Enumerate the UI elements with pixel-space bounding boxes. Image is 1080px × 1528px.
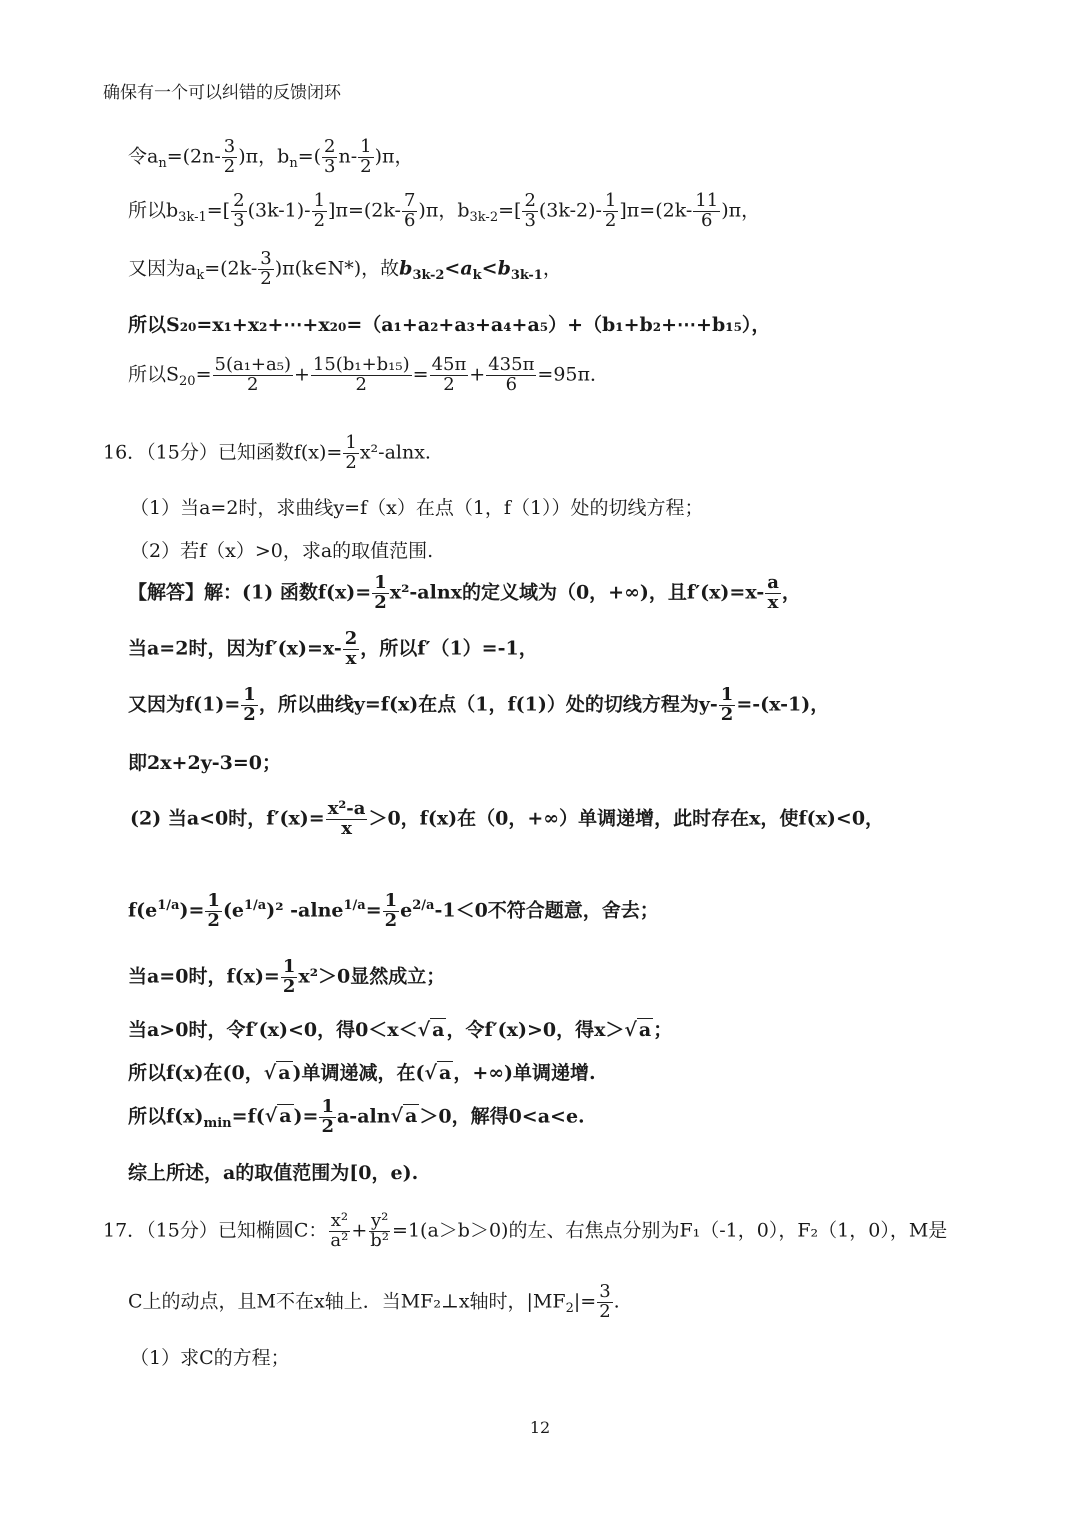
- solution-line-an-bn: 令$a_n=(2n-$ $\frac{3}{2}$ )π，$b_n=$( $\frac{2}{3}$ n- $\frac{1}{2}$ )π，: [128, 136, 414, 177]
- solution-16-line-2: 当a=2时，因为f′(x)=x- $\frac{2}{x}$ ，所以f′（1）=-1，: [128, 628, 538, 669]
- solution-16-conclusion: 综上所述，a的取值范围为[0，e).: [128, 1162, 419, 1184]
- question-16-part-2: （2）若f（x）>0，求a的取值范围.: [130, 540, 434, 562]
- solution-line-s20-value: 所以$S_{20}=$ $\frac{\text{5(a₁+a₅)}}{2}$ + $\frac{\text{15(b₁+b₁₅)}}{2}$ = $\frac{45\pi}{2}$ + $\frac{435\pi}{6}$ =95π．: [128, 354, 609, 395]
- page-number: 12: [529, 1418, 551, 1437]
- solution-line-s20-sum: 所以S₂₀=x₁+x₂+⋯+x₂₀=（a₁+a₂+a₃+a₄+a₅）+（b₁+b₂+⋯+b₁₅），: [128, 314, 771, 336]
- question-17-part-1: （1）求C的方程；: [130, 1347, 290, 1369]
- question-17-condition: C上的动点，且M不在x轴上．当MF₂⊥x轴时，$|MF_2|=$ $\frac{3}{2}$ .: [128, 1281, 620, 1322]
- solution-16-line-7: 当a=0时，f(x)= $\frac{1}{2}$ x²＞0显然成立；: [128, 956, 446, 997]
- solution-16-line-8: 当a>0时，令f′(x)<0，得0＜x＜√ a ，令f′(x)>0，得x＞√ a ；: [128, 1019, 673, 1041]
- solution-16-line-4: 即2x+2y-3=0；: [128, 752, 281, 774]
- page-header: 确保有一个可以纠错的反馈闭环: [103, 83, 341, 103]
- solution-16-line-3: 又因为f(1)= $\frac{1}{2}$ ，所以曲线y=f(x)在点（1，f(1)）处的切线方程为y- $\frac{1}{2}$ =-(x-1)，: [128, 684, 830, 725]
- solution-line-ak: 又因为$a_k=(2k-$ $\frac{3}{2}$ )π(k∈N*)，故$b_{3k-2}<a_k<b_{3k-1}$，: [128, 248, 562, 289]
- solution-16-line-1: 【解答】解：(1) 函数f(x)= $\frac{1}{2}$ x²-alnx的定义域为（0，+∞)，且f′(x)=x- $\frac{a}{x}$ ，: [128, 572, 801, 613]
- question-16: 16．（15分）已知函数f(x)= $\frac{1}{2}$ x²-alnx.: [103, 432, 431, 473]
- question-17: 17．（15分）已知椭圆C： $\frac{\text{x²}}{\text{a²}}$ + $\frac{\text{y²}}{\text{b²}}$ =1(a＞b＞0)的左、右焦点分别为F₁（-1，0），F₂（1，0），M是: [103, 1210, 948, 1251]
- solution-16-line-6: $f(e^{1/a})=$ $\frac{1}{2}$ $(e^{1/a})^2$ -alne$^{1/a}$= $\frac{1}{2}$ $e^{2/a}-1<0$不符合题意，舍去；: [128, 890, 659, 931]
- solution-16-line-10: 所以$f(x)_{min}=f(√$ a )= $\frac{1}{2}$ a-aln√ a ＞0，解得0<a<e.: [128, 1096, 585, 1137]
- solution-16-line-5: (2) 当a<0时，f′(x)= $\frac{\text{x²-a}}{x}$ ＞0，f(x)在（0，+∞）单调递增，此时存在x，使f(x)<0，: [130, 798, 885, 839]
- solution-line-b3k: 所以$b_{3k-1}=$[ $\frac{2}{3}$ (3k-1)- $\frac{1}{2}$ ]π=(2k- $\frac{7}{6}$ )π，$b_{3k-2}=$[ $\frac{2}{3}$ (3k-2)- $\frac{1}{2}$ ]π=(2k- $\frac{11}{6}$ )π，: [128, 190, 761, 231]
- solution-16-line-9: 所以f(x)在(0，√ a )单调递减，在(√ a ，+∞)单调递增.: [128, 1062, 596, 1084]
- question-16-part-1: （1）当a=2时，求曲线y=f（x）在点（1，f（1））处的切线方程；: [130, 497, 704, 519]
